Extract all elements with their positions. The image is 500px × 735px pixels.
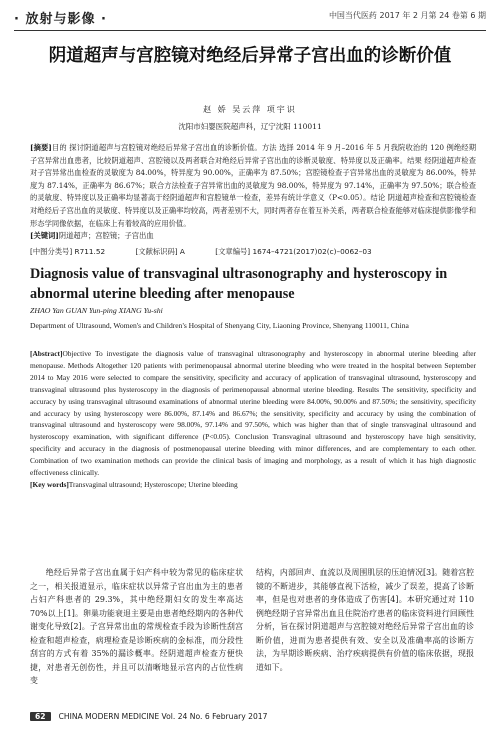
- affiliation-en: Department of Ultrasound, Women's and Children's Hospital of Shenyang City, Liaoning Province, Shenyang 110011, China: [30, 321, 409, 330]
- journal-footer: CHINA MODERN MEDICINE Vol. 24 No. 6 February 2017: [58, 712, 268, 721]
- page-header: [14, 8, 486, 30]
- page-number: 62: [30, 712, 51, 721]
- keywords-en-label: [Key words]: [30, 479, 69, 489]
- article-number: [文章编号] 1674–4721(2017)02(c)–0062–03: [215, 247, 372, 256]
- abstract-en-text: Objective To investigate the diagnosis value of transvaginal ultrasonography and hysteroscopy in abnormal uterine bleeding after menopause. Methods Altogether 120 patients with perimenopausal abnormal uterine bleeding who were treated in the hospital between September 2014 to May 2016 were selected to compare the sensitivity, specificity and accuracy of application of transvaginal ultrasound, hysteroscopy and transvaginal ultrasound plus hysteroscopy in the diagnosis of perimenopausal abnormal uterine bleeding. Results The sensitivity, specificity and accuracy by using transvaginal ultrasound examinations of abnormal uterine bleeding were 84.00%, 90.00% and 87.50%; the sensitivity, specificity and accuracy by using hysteroscopy were 86.00%, 87.14% and 86.67%; the sensitivity, specificity and accuracy by using the combination of transvaginal ultrasound and hysteroscopy were 98.00%, 97.14% and 97.50%, which was higher than that of single transvaginal ultrasound and hysteroscopy examination, with significant difference (P<0.05). Conclusion Transvaginal ultrasound and hysteroscopy have high sensitivity, specificity and accuracy in the diagnosis of postmenopausal uterine bleeding with minor differences, and are complementary to each other. Combination of two examination methods can provide the clinical basis of imaging and morphology, as a result of which it has high diagnostic effectiveness clinically.: [30, 349, 476, 478]
- abstract-cn: [30, 142, 476, 243]
- keywords-en: Transvaginal ultrasound; Hysteroscope; Uterine bleeding: [68, 479, 238, 489]
- article-title-en: Diagnosis value of transvaginal ultrasonography and hysteroscopy in abnormal uterine bleeding after menopause: [30, 266, 448, 302]
- abstract-en: [30, 348, 476, 491]
- keywords-cn: 阴道超声；宫腔镜；子宫出血: [58, 231, 154, 241]
- body-paragraph-right: 结构，内部回声、血流以及周围肌层的压迫情况[3]。随着宫腔镜的不断进步，其能够直视下活检，减少了误差，提高了诊断率，但是也对患者的身体造成了伤害[4]。本研究通过对 110 例绝经期子宫异常出血且住院治疗患者的临床资料进行回顾性分析，旨在探讨阴道超声与宫腔镜对绝经后异常子宫出血的诊断价值，进而为患者提供有效、安全以及准确率高的诊断方法，为早期诊断疾病、治疗疾病提供有价值的临床依据，现报道如下。: [256, 568, 474, 672]
- section-label: · 放射与影像 ·: [14, 12, 107, 27]
- article-title-cn: 阴道超声与宫腔镜对绝经后异常子宫出血的诊断价值: [48, 46, 452, 66]
- journal-info: 中国当代医药 2017 年 2 月第 24 卷第 6 期: [328, 11, 486, 20]
- keywords-cn-label: [关键词]: [30, 231, 59, 241]
- body-paragraph-left: 绝经后异常子宫出血属于妇产科中较为常见的临床症状之一，相关报道显示，临床症状以异常子宫出血为主的患者占妇产科患者的 29.3%，其中绝经期妇女的发生率高达 70%以上[1]。卵巢功能衰退主要是由患者绝经期内的各种代谢变化导致[2]。子宫异常出血的常规检查手段为诊断性刮宫检查和超声检查，病理检查是诊断疾病的金标准，而分段性刮宫的方式有着 35%的漏诊概率。经阴道超声检查方便快捷，对患者无创伤性，并且可以清晰地显示宫内的占位性病变: [30, 568, 243, 685]
- document-code: [文献标识码] A: [135, 247, 185, 256]
- authors-cn: 赵 娇 吴云萍 项宇识: [203, 105, 297, 114]
- abstract-cn-text: 目的 探讨阴道超声与宫腔镜对绝经后异常子宫出血的诊断价值。方法 选择 2014 年 9 月–2016 年 5 月我院收治的 120 例绝经期子宫异常出血患者，比较阴道超声、宫腔镜以及两者联合对绝经后异常子宫出血的诊断灵敏度、特异度以及正确率。结果 经阴道超声检查对子宫异常出血检查的灵敏度为 84.00%，特异度为 90.00%，正确率为 87.50%；宫腔镜检查子宫异常出血的灵敏度为 86.00%，特异度为 87.14%，正确率为 86.67%；联合方法检查子宫异常出血的灵敏度为 98.00%，特异度为 97.14%，正确率为 97.50%；联合检查的灵敏度、特异度以及正确率均显著高于经阴道超声和宫腔镜单一检查，差异有统计学意义（P<0.05）。结论 阴道超声检查和宫腔镜检查对绝经后子宫出血的灵敏度、特异度以及正确率均较高，两者差别不大，同时两者存在着互补关系，两者联合检查能够对临床提供影像学和形态学同像依据，在临床上有着较高的应用价值。: [30, 143, 477, 228]
- abstract-cn-label: [摘要]: [30, 143, 52, 152]
- clc-number: [中图分类号] R711.52: [30, 247, 106, 256]
- abstract-en-label: [Abstract]: [30, 349, 63, 358]
- classification-line: [30, 247, 476, 257]
- body-column-left: [30, 566, 243, 688]
- affiliation-cn: 沈阳市妇婴医院超声科，辽宁沈阳 110011: [178, 122, 322, 131]
- header-divider: [14, 30, 486, 31]
- body-column-right: [256, 566, 474, 674]
- page-footer: [30, 712, 267, 721]
- authors-en: ZHAO Yan GUAN Yun-ping XIANG Yu-shi: [30, 306, 163, 315]
